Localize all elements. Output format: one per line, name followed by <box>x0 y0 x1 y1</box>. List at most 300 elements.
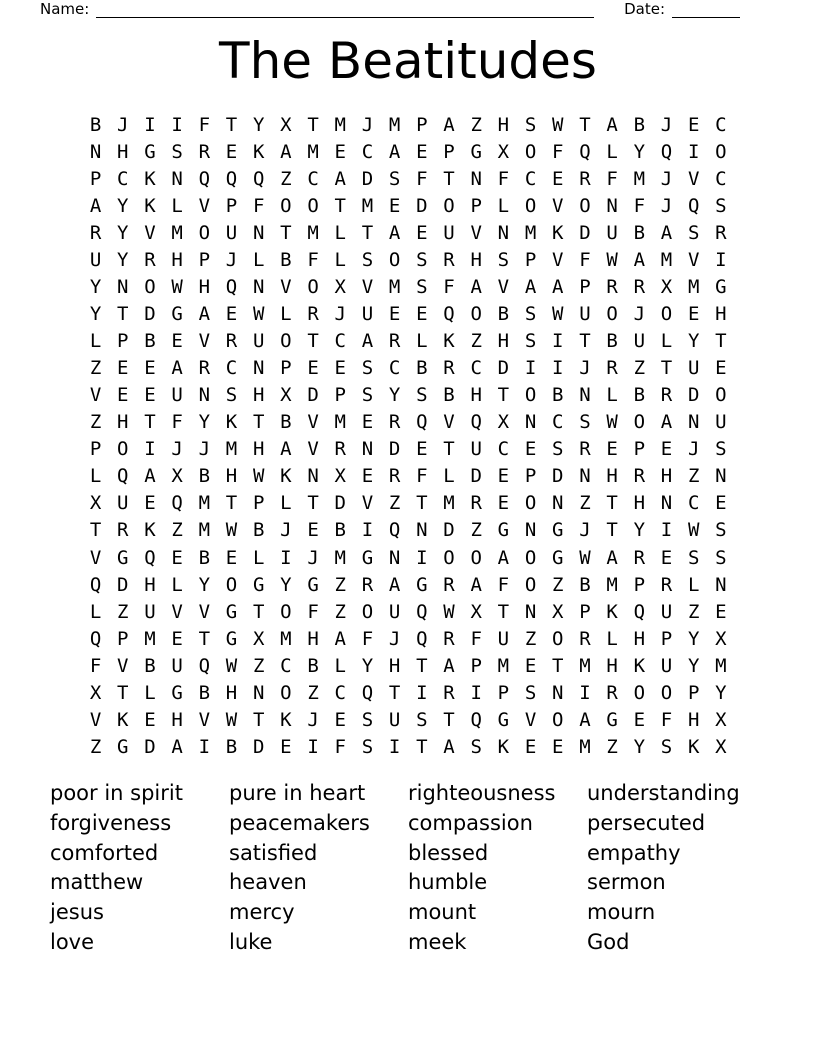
grid-cell-r9c2: P <box>117 330 129 353</box>
grid-cell-r24c1: Z <box>89 735 102 758</box>
grid-cell-r20c1: Q <box>89 627 102 650</box>
grid-cell-r17c11: G <box>361 546 374 569</box>
grid-cell-r13c2: O <box>117 438 129 461</box>
page-title: The Beatitudes <box>219 32 597 90</box>
word-list-item: meek <box>408 929 467 954</box>
grid-cell-r22c18: N <box>552 681 564 704</box>
grid-cell-r6c7: L <box>252 248 265 271</box>
grid-cell-r2c19: Q <box>579 140 591 163</box>
grid-cell-r15c15: R <box>470 492 482 515</box>
grid-cell-r11c9: D <box>307 384 319 407</box>
grid-cell-r3c12: S <box>388 167 401 190</box>
grid-cell-r6c15: H <box>470 248 482 271</box>
grid-cell-r7c18: A <box>552 275 564 298</box>
grid-cell-r11c15: H <box>470 384 482 407</box>
grid-cell-r12c22: A <box>660 411 673 434</box>
grid-cell-r12c2: H <box>117 411 129 434</box>
grid-cell-r2c9: M <box>307 140 319 163</box>
word-list-item: poor in spirit <box>50 781 183 805</box>
grid-cell-r19c1: L <box>89 600 102 623</box>
grid-cell-r21c14: A <box>443 654 455 677</box>
grid-cell-r14c3: A <box>144 465 156 488</box>
grid-cell-r21c8: C <box>280 654 292 677</box>
grid-cell-r22c8: O <box>280 681 292 704</box>
grid-cell-r7c10: X <box>334 275 346 298</box>
grid-cell-r23c13: S <box>416 708 428 731</box>
grid-cell-r24c15: S <box>470 735 482 758</box>
grid-cell-r4c23: Q <box>687 194 700 217</box>
grid-cell-r17c8: I <box>280 546 292 569</box>
grid-cell-r14c5: B <box>198 465 211 488</box>
grid-cell-r23c9: J <box>307 708 319 731</box>
grid-cell-r4c10: T <box>334 194 346 217</box>
grid-cell-r4c15: P <box>470 194 482 217</box>
grid-cell-r11c3: E <box>144 384 156 407</box>
grid-cell-r4c8: O <box>280 194 292 217</box>
grid-cell-r10c7: N <box>252 357 265 380</box>
grid-cell-r24c14: A <box>443 735 455 758</box>
grid-cell-r24c22: S <box>660 735 673 758</box>
grid-cell-r24c4: A <box>171 735 183 758</box>
word-list-column <box>50 779 229 958</box>
grid-cell-r3c21: M <box>633 167 646 190</box>
grid-cell-r24c9: I <box>307 735 319 758</box>
grid-cell-r22c6: H <box>225 681 238 704</box>
grid-cell-r7c12: M <box>388 275 401 298</box>
grid-cell-r13c4: J <box>171 438 183 461</box>
grid-cell-r18c3: H <box>144 573 156 596</box>
grid-cell-r15c23: C <box>687 492 700 515</box>
grid-cell-r21c18: T <box>552 654 564 677</box>
grid-cell-r8c18: W <box>552 302 564 325</box>
grid-cell-r21c20: H <box>606 654 618 677</box>
grid-cell-r2c1: N <box>89 140 102 163</box>
grid-cell-r7c6: Q <box>225 275 238 298</box>
grid-cell-r15c20: T <box>606 492 618 515</box>
grid-cell-r9c24: T <box>715 330 727 353</box>
grid-cell-r4c24: S <box>715 194 727 217</box>
grid-cell-r5c13: E <box>416 221 428 244</box>
grid-cell-r14c2: Q <box>117 465 129 488</box>
grid-cell-r6c1: U <box>89 248 102 271</box>
word-list-item: empathy <box>587 840 681 865</box>
grid-cell-r9c14: K <box>443 330 455 353</box>
grid-cell-r19c23: Z <box>687 600 700 623</box>
grid-cell-r9c15: Z <box>470 330 482 353</box>
grid-cell-r19c10: Z <box>334 600 346 623</box>
grid-cell-r8c13: E <box>416 302 428 325</box>
grid-cell-r5c24: R <box>715 221 727 244</box>
grid-cell-r9c23: Y <box>687 330 700 353</box>
grid-cell-r21c17: E <box>524 654 537 677</box>
grid-cell-r1c7: Y <box>252 113 265 136</box>
grid-cell-r18c11: R <box>361 573 374 596</box>
grid-cell-r2c20: L <box>606 140 618 163</box>
grid-cell-r16c19: J <box>579 519 591 542</box>
grid-cell-r19c14: W <box>443 600 455 623</box>
grid-cell-r10c4: A <box>171 357 183 380</box>
grid-cell-r17c3: Q <box>144 546 156 569</box>
grid-cell-r11c17: O <box>524 384 537 407</box>
grid-cell-r18c15: A <box>470 573 482 596</box>
grid-cell-r24c24: X <box>715 735 727 758</box>
grid-cell-r3c24: C <box>715 167 727 190</box>
word-list-item: matthew <box>50 870 144 895</box>
grid-cell-r16c1: T <box>89 519 102 542</box>
grid-cell-r24c11: S <box>361 735 374 758</box>
grid-cell-r19c9: F <box>307 600 319 623</box>
grid-cell-r6c10: L <box>334 248 346 271</box>
grid-cell-r14c21: R <box>633 465 646 488</box>
grid-cell-r8c6: E <box>225 302 238 325</box>
grid-cell-r10c10: E <box>334 357 346 380</box>
grid-cell-r1c22: J <box>660 113 673 136</box>
grid-cell-r5c10: L <box>334 221 346 244</box>
grid-cell-r4c6: P <box>225 194 238 217</box>
grid-cell-r17c22: E <box>660 546 673 569</box>
grid-cell-r2c11: C <box>361 140 374 163</box>
grid-cell-r5c20: U <box>606 221 618 244</box>
grid-cell-r4c2: Y <box>117 194 129 217</box>
name-label: Name: <box>40 0 90 18</box>
grid-cell-r14c12: R <box>388 465 401 488</box>
grid-cell-r23c18: O <box>552 708 564 731</box>
word-list-item: peacemakers <box>229 810 370 835</box>
grid-cell-r17c19: W <box>579 546 591 569</box>
grid-cell-r17c18: G <box>552 546 564 569</box>
grid-cell-r23c23: H <box>687 708 700 731</box>
grid-cell-r5c18: K <box>552 221 564 244</box>
grid-cell-r24c19: M <box>579 735 591 758</box>
grid-cell-r2c10: E <box>334 140 346 163</box>
grid-cell-r13c3: I <box>144 438 156 461</box>
grid-cell-r7c23: M <box>687 275 700 298</box>
grid-cell-r16c14: D <box>443 519 455 542</box>
grid-cell-r8c16: B <box>497 302 510 325</box>
grid-cell-r8c4: G <box>171 302 183 325</box>
grid-cell-r16c3: K <box>144 519 156 542</box>
grid-cell-r19c16: T <box>497 600 510 623</box>
grid-cell-r6c22: M <box>660 248 673 271</box>
grid-cell-r17c6: E <box>225 546 238 569</box>
grid-cell-r24c6: B <box>225 735 238 758</box>
grid-cell-r13c20: E <box>606 438 618 461</box>
grid-cell-r14c11: E <box>361 465 374 488</box>
grid-cell-r8c10: J <box>334 302 346 325</box>
grid-cell-r10c6: C <box>225 357 238 380</box>
grid-cell-r1c5: F <box>198 113 211 136</box>
word-list-item: love <box>50 929 95 954</box>
word-list-item: pure in heart <box>229 781 366 805</box>
grid-cell-r1c10: M <box>334 113 346 136</box>
grid-cell-r17c9: J <box>307 546 319 569</box>
word-list-item: mourn <box>587 900 656 925</box>
grid-cell-r11c14: B <box>443 384 455 407</box>
grid-cell-r23c5: V <box>198 708 211 731</box>
word-list-item: persecuted <box>587 810 706 835</box>
grid-cell-r15c11: V <box>361 492 374 515</box>
grid-cell-r21c7: Z <box>252 654 265 677</box>
grid-cell-r15c14: M <box>443 492 455 515</box>
grid-cell-r2c3: G <box>144 140 156 163</box>
grid-cell-r5c11: T <box>361 221 374 244</box>
word-list-column <box>408 779 587 958</box>
grid-cell-r7c21: R <box>633 275 646 298</box>
grid-cell-r11c10: P <box>334 384 346 407</box>
grid-cell-r11c7: H <box>252 384 265 407</box>
grid-cell-r1c2: J <box>117 113 129 136</box>
word-list-item: sermon <box>587 870 666 895</box>
grid-cell-r16c9: E <box>307 519 319 542</box>
grid-cell-r18c6: O <box>225 573 238 596</box>
grid-cell-r12c15: Q <box>470 411 482 434</box>
grid-cell-r13c13: E <box>416 438 428 461</box>
grid-cell-r20c15: F <box>470 627 482 650</box>
grid-cell-r16c21: Y <box>633 519 646 542</box>
grid-cell-r18c23: L <box>687 573 700 596</box>
grid-cell-r10c5: R <box>198 357 211 380</box>
grid-cell-r8c2: T <box>117 302 129 325</box>
grid-cell-r9c12: R <box>388 330 401 353</box>
grid-cell-r9c8: O <box>280 330 292 353</box>
grid-cell-r20c22: P <box>660 627 673 650</box>
grid-cell-r7c9: O <box>307 275 319 298</box>
grid-cell-r12c7: T <box>252 411 265 434</box>
grid-cell-r21c4: U <box>171 654 183 677</box>
grid-cell-r19c22: U <box>660 600 673 623</box>
grid-cell-r1c16: H <box>497 113 510 136</box>
grid-cell-r14c22: H <box>660 465 673 488</box>
grid-cell-r9c10: C <box>334 330 346 353</box>
grid-cell-r1c15: Z <box>470 113 482 136</box>
grid-cell-r14c9: N <box>307 465 319 488</box>
grid-cell-r10c21: Z <box>633 357 646 380</box>
grid-cell-r24c10: F <box>334 735 346 758</box>
grid-cell-r2c21: Y <box>633 140 646 163</box>
grid-cell-r1c14: A <box>443 113 455 136</box>
grid-cell-r10c13: B <box>416 357 428 380</box>
grid-cell-r15c16: E <box>497 492 510 515</box>
grid-cell-r13c7: H <box>252 438 265 461</box>
grid-cell-r13c12: D <box>388 438 401 461</box>
grid-cell-r20c13: Q <box>416 627 428 650</box>
name-blank-line <box>96 3 594 18</box>
word-list-item: blessed <box>408 840 489 865</box>
word-list-column <box>229 779 408 958</box>
grid-cell-r18c20: M <box>606 573 618 596</box>
grid-cell-r23c17: V <box>524 708 537 731</box>
word-list-column <box>587 779 766 958</box>
grid-cell-r1c1: B <box>89 113 102 136</box>
grid-cell-r4c3: K <box>144 194 156 217</box>
grid-cell-r7c19: P <box>579 275 591 298</box>
grid-cell-r10c12: C <box>388 357 401 380</box>
grid-cell-r6c18: V <box>552 248 564 271</box>
grid-cell-r21c9: B <box>307 654 319 677</box>
grid-cell-r18c16: F <box>497 573 510 596</box>
grid-cell-r4c4: L <box>171 194 183 217</box>
grid-cell-r15c12: Z <box>388 492 401 515</box>
grid-cell-r15c5: M <box>198 492 211 515</box>
grid-cell-r11c24: O <box>715 384 727 407</box>
grid-cell-r17c2: G <box>117 546 129 569</box>
grid-cell-r21c2: V <box>117 654 129 677</box>
grid-cell-r9c19: T <box>579 330 591 353</box>
grid-cell-r12c19: S <box>579 411 591 434</box>
grid-cell-r6c8: B <box>280 248 292 271</box>
grid-cell-r17c7: L <box>252 546 265 569</box>
word-list-item: satisfied <box>229 840 318 865</box>
grid-cell-r13c23: J <box>687 438 700 461</box>
grid-cell-r13c14: T <box>443 438 455 461</box>
grid-cell-r4c21: F <box>633 194 646 217</box>
grid-cell-r5c23: S <box>687 221 700 244</box>
grid-cell-r18c22: R <box>660 573 673 596</box>
grid-cell-r8c9: R <box>307 302 319 325</box>
grid-cell-r11c16: T <box>497 384 510 407</box>
grid-cell-r23c7: T <box>252 708 265 731</box>
grid-cell-r18c13: G <box>416 573 428 596</box>
grid-cell-r23c20: G <box>606 708 618 731</box>
grid-cell-r2c7: K <box>252 140 265 163</box>
grid-cell-r15c7: P <box>252 492 265 515</box>
grid-cell-r20c8: M <box>280 627 292 650</box>
grid-cell-r23c19: A <box>579 708 591 731</box>
grid-cell-r10c8: P <box>280 357 292 380</box>
grid-cell-r18c10: Z <box>334 573 346 596</box>
grid-cell-r24c17: E <box>524 735 537 758</box>
grid-cell-r12c20: W <box>606 411 618 434</box>
grid-cell-r8c24: H <box>715 302 727 325</box>
grid-cell-r17c5: B <box>198 546 211 569</box>
grid-cell-r12c21: O <box>633 411 646 434</box>
grid-cell-r22c4: G <box>171 681 183 704</box>
grid-cell-r23c3: E <box>144 708 156 731</box>
grid-cell-r2c24: O <box>715 140 727 163</box>
grid-cell-r2c23: I <box>687 140 700 163</box>
grid-cell-r23c6: W <box>225 708 238 731</box>
word-search-grid <box>82 111 735 761</box>
grid-cell-r22c11: Q <box>361 681 374 704</box>
grid-cell-r6c14: R <box>443 248 455 271</box>
grid-cell-r3c9: C <box>307 167 319 190</box>
grid-cell-r5c2: Y <box>117 221 129 244</box>
grid-cell-r16c10: B <box>334 519 346 542</box>
grid-cell-r19c6: G <box>225 600 238 623</box>
grid-cell-r15c6: T <box>225 492 238 515</box>
grid-cell-r8c23: E <box>687 302 700 325</box>
grid-cell-r1c24: C <box>715 113 727 136</box>
grid-cell-r2c17: O <box>524 140 537 163</box>
grid-cell-r11c12: Y <box>388 384 401 407</box>
grid-cell-r9c21: U <box>633 330 646 353</box>
grid-cell-r3c23: V <box>687 167 700 190</box>
grid-cell-r19c5: V <box>198 600 211 623</box>
grid-cell-r2c18: F <box>552 140 564 163</box>
grid-cell-r20c21: H <box>633 627 646 650</box>
grid-cell-r8c17: S <box>524 302 537 325</box>
grid-cell-r7c22: X <box>660 275 673 298</box>
grid-cell-r8c21: J <box>633 302 646 325</box>
grid-cell-r7c7: N <box>252 275 265 298</box>
grid-cell-r17c1: V <box>89 546 102 569</box>
grid-cell-r24c21: Y <box>633 735 646 758</box>
grid-cell-r16c24: S <box>715 519 727 542</box>
grid-cell-r14c16: E <box>497 465 510 488</box>
grid-cell-r12c13: Q <box>416 411 428 434</box>
grid-cell-r18c24: N <box>715 573 727 596</box>
grid-cell-r18c7: G <box>252 573 265 596</box>
grid-cell-r11c8: X <box>280 384 292 407</box>
grid-cell-r19c19: P <box>579 600 591 623</box>
grid-cell-r4c1: A <box>89 194 102 217</box>
grid-cell-r21c5: Q <box>198 654 211 677</box>
grid-cell-r23c10: E <box>334 708 346 731</box>
grid-cell-r17c17: O <box>524 546 537 569</box>
grid-cell-r18c18: Z <box>552 573 564 596</box>
grid-cell-r5c17: M <box>524 221 537 244</box>
grid-cell-r16c7: B <box>252 519 265 542</box>
grid-cell-r4c19: O <box>579 194 591 217</box>
grid-cell-r3c16: F <box>497 167 510 190</box>
grid-cell-r11c2: E <box>117 384 129 407</box>
grid-cell-r5c4: M <box>171 221 183 244</box>
grid-cell-r14c18: D <box>552 465 564 488</box>
grid-cell-r16c16: G <box>497 519 510 542</box>
grid-cell-r19c18: X <box>552 600 564 623</box>
grid-cell-r20c10: A <box>334 627 346 650</box>
grid-cell-r23c14: T <box>443 708 455 731</box>
grid-cell-r15c4: Q <box>171 492 183 515</box>
grid-cell-r13c10: R <box>334 438 346 461</box>
grid-cell-r11c23: D <box>687 384 700 407</box>
grid-cell-r23c12: U <box>388 708 401 731</box>
grid-cell-r18c8: Y <box>280 573 292 596</box>
grid-cell-r7c11: V <box>361 275 374 298</box>
grid-cell-r20c5: T <box>198 627 211 650</box>
grid-cell-r6c4: H <box>171 248 183 271</box>
grid-cell-r7c24: G <box>715 275 727 298</box>
grid-cell-r22c3: L <box>144 681 156 704</box>
grid-cell-r5c6: U <box>225 221 238 244</box>
grid-cell-r16c11: I <box>361 519 374 542</box>
grid-cell-r12c10: M <box>334 411 346 434</box>
grid-cell-r3c4: N <box>171 167 183 190</box>
grid-cell-r7c3: O <box>144 275 156 298</box>
grid-cell-r22c16: P <box>497 681 510 704</box>
grid-cell-r3c13: F <box>416 167 428 190</box>
grid-cell-r9c3: B <box>144 330 156 353</box>
grid-cell-r7c13: S <box>416 275 428 298</box>
grid-cell-r1c23: E <box>687 113 700 136</box>
grid-cell-r18c4: L <box>171 573 183 596</box>
grid-cell-r20c19: R <box>579 627 591 650</box>
grid-cell-r4c20: N <box>606 194 618 217</box>
grid-cell-r3c8: Z <box>280 167 292 190</box>
grid-cell-r3c2: C <box>117 167 129 190</box>
grid-cell-r24c18: E <box>552 735 564 758</box>
grid-cell-r10c20: R <box>606 357 618 380</box>
grid-cell-r1c18: W <box>552 113 564 136</box>
grid-cell-r24c5: I <box>198 735 211 758</box>
grid-cell-r10c22: T <box>660 357 673 380</box>
grid-cell-r3c7: Q <box>252 167 265 190</box>
grid-cell-r13c8: A <box>280 438 292 461</box>
grid-cell-r19c15: X <box>470 600 482 623</box>
grid-cell-r15c8: L <box>280 492 292 515</box>
grid-cell-r20c4: E <box>171 627 183 650</box>
grid-cell-r8c11: U <box>361 302 374 325</box>
